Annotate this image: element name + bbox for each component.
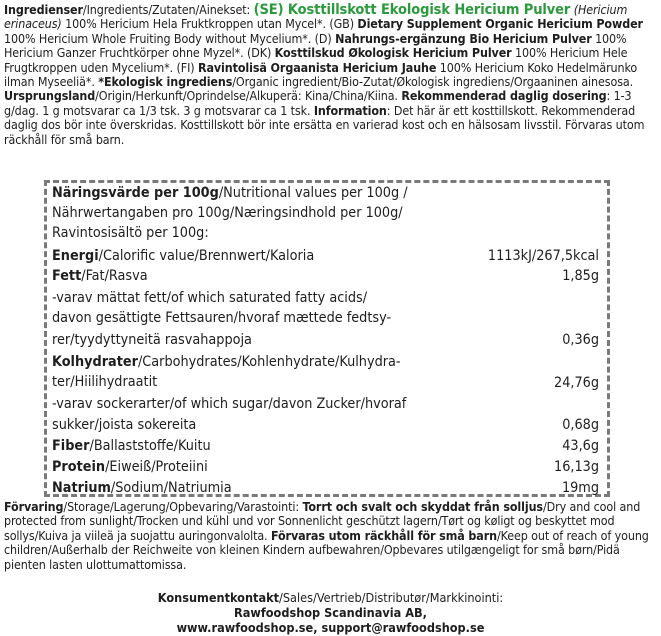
ingredients-section xyxy=(4,3,656,147)
fat-label xyxy=(52,267,148,285)
fi-ingredient-text: 100% Hericium Koko Hedelmärunko ilman Myseeliä*. xyxy=(4,59,638,90)
fiber-rest: /Ballaststoffe/Kuitu xyxy=(89,438,211,454)
fat-value: 1,85g xyxy=(562,268,599,284)
d-prefix: (D) xyxy=(314,30,332,46)
gb-product-title: Dietary Supplement Organic Hericium Powder xyxy=(357,16,643,32)
origin-label: Ursprungsland xyxy=(4,88,96,104)
company-name: Rawfoodshop Scandinavia AB, xyxy=(234,605,427,620)
origin-text: /Origin/Herkunft/Oprindelse/Alkuperä: Kina/China/Kiina. xyxy=(95,88,398,104)
info-text: : Det här är ett kosttillskott. Rekommenderad daglig dos bör inte överskridas. Kosttillskott bör inte ersätta en varierad kost och en hälsosam livsstil. Förvaras utom räckhåll för små barn. xyxy=(4,102,645,147)
sodium-value: 19mg xyxy=(561,480,599,496)
sodium-bold: Natrium xyxy=(52,480,111,496)
organic-label: *Ekologisk ingrediens xyxy=(98,74,233,90)
energy-rest: /Calorific value/Brennwert/Kaloria xyxy=(98,248,315,264)
storage-label-rest: /Storage/Lagerung/Opbevaring/Varastointi: xyxy=(63,499,300,514)
saturated-line-3: rer/tyydyttyneitä rasvahappoja xyxy=(52,332,252,348)
fat-bold: Fett xyxy=(52,268,82,284)
fiber-label xyxy=(52,437,211,455)
fi-prefix: (FI) xyxy=(176,59,195,75)
kids-warning-bold: Förvaras utom räckhåll för små barn xyxy=(270,527,497,543)
saturated-line-2: davon gesättigte Fettsauren/hvoraf mættede fedtsy- xyxy=(52,310,392,326)
nutrition-header-rest: /Nutritional values per 100g / xyxy=(218,185,408,201)
sodium-label xyxy=(52,479,232,497)
storage-label: Förvaring xyxy=(4,499,64,514)
web-and-email[interactable]: www.rawfoodshop.se, support@rawfoodshop.se xyxy=(176,620,485,635)
sugar-line-2: sukker/joista sokereita xyxy=(52,417,197,433)
nutrition-header: Näringsvärde per 100g xyxy=(52,185,219,201)
nutrition-header-line-1 xyxy=(52,184,408,202)
storage-se-bold: Torrt och svalt och skyddat från solljus xyxy=(302,499,543,514)
dose-text: : 1-3 g/dag. 1 g motsvarar ca 1/3 tsk. 3 g motsvarar ca 1 tsk. xyxy=(4,88,632,118)
carb-rest: /Carbohydrates/Kohlenhydrate/Kulhydra- xyxy=(137,354,401,370)
ingredients-heading-rest: /Ingredients/Zutaten/Ainekset: xyxy=(82,2,251,17)
protein-value: 16,13g xyxy=(554,459,599,475)
storage-text: /Dry and cool and protected from sunlight/Trocken und kühl und vor Sonnenlicht geschützt lagern/Tørt og køligt og beskyttet mod sollys/Kuiva ja viileä ja suojattu auringonvalolta. xyxy=(4,499,641,543)
kids-warning-text: /Keep out of reach of young children/Außerhalb der Reichweite von kleinen Kindern aufbewahren/Opbevares utilgængeligt for små børn/Pidä pienten lasten ulottumattomissa. xyxy=(4,527,649,572)
dk-product-title: Kosttilskud Økologisk Hericium Pulver xyxy=(274,45,512,61)
saturated-line-1: -varav mättat fett/of which saturated fatty acids/ xyxy=(52,290,368,306)
storage-section xyxy=(4,500,656,572)
energy-value: 1113kJ/267,5kcal xyxy=(487,248,599,264)
d-ingredient-text: 100% Hericium Ganzer Fruchtkörper ohne Myzel*. xyxy=(4,30,627,61)
carb-bold: Kolhydrater xyxy=(52,354,138,370)
saturated-value: 0,36g xyxy=(562,332,599,348)
carb-value: 24,76g xyxy=(554,375,599,391)
contact-company xyxy=(0,605,661,620)
dose-label: Rekommenderad daglig dosering xyxy=(401,88,607,104)
se-product-title: (SE) Kosttillskott Ekologisk Hericium Pulver xyxy=(253,2,571,18)
contact-web[interactable] xyxy=(0,620,661,635)
protein-rest: /Eiweiß/Proteiini xyxy=(105,459,208,475)
contact-label: Konsumentkontakt xyxy=(157,590,280,605)
contact-section xyxy=(0,590,661,635)
dk-prefix: (DK) xyxy=(247,45,272,61)
sodium-rest: /Sodium/Natriumia xyxy=(110,480,232,496)
contact-label-rest: /Sales/Vertrieb/Distributør/Markkinointi: xyxy=(279,590,504,605)
protein-label xyxy=(52,458,208,476)
info-label: Information xyxy=(313,102,387,118)
protein-bold: Protein xyxy=(52,459,106,475)
energy-label xyxy=(52,247,314,265)
dk-ingredient-text: 100% Hericium Hele Frugtkroppen uden Mycelium*. xyxy=(4,45,628,75)
fi-product-title: Ravintolisä Orgaanista Hericium Jauhe xyxy=(197,59,437,75)
ingredients-heading: Ingredienser xyxy=(4,2,83,17)
fiber-value: 43,6g xyxy=(562,438,599,454)
nutrition-header-line-2: Nährwertangaben pro 100g/Næringsindhold per 100g/ xyxy=(52,205,403,221)
energy-bold: Energi xyxy=(52,248,99,264)
se-ingredient-text: 100% Hericium Hela Fruktkroppen utan Mycel*. xyxy=(65,16,326,32)
d-product-title: Nahrungs-ergänzung Bio Hericium Pulver xyxy=(335,30,592,46)
se-latin-name: (Hericium erinaceus) xyxy=(4,2,628,32)
gb-ingredient-text: 100% Hericium Whole Fruiting Body without Mycelium*. xyxy=(4,30,312,46)
sugar-line-1: -varav sockerarter/of which sugar/davon Zucker/hvoraf xyxy=(52,396,407,412)
fat-rest: /Fat/Rasva xyxy=(81,268,148,284)
carb-line-2: ter/Hiilihydraatit xyxy=(52,374,158,390)
organic-text: /Organic ingredient/Bio-Zutat/Økologisk ingrediens/Orgaaninen ainesosa. xyxy=(232,74,634,90)
gb-prefix: (GB) xyxy=(329,16,354,32)
contact-line-1 xyxy=(0,590,661,605)
nutrition-header-line-3: Ravintosisältö per 100g: xyxy=(52,225,209,241)
carb-label xyxy=(52,353,401,371)
sugar-value: 0,68g xyxy=(562,417,599,433)
fiber-bold: Fiber xyxy=(52,438,90,454)
